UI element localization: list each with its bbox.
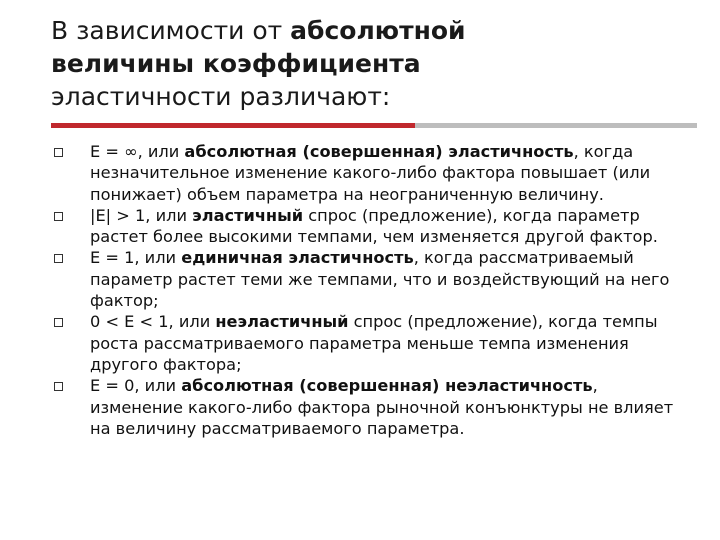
title-bold-1: абсолютной — [290, 16, 466, 45]
title-text-1: В зависимости от — [51, 16, 291, 45]
item-text: E = 0, или — [90, 376, 182, 396]
square-bullet-icon — [54, 148, 63, 157]
title-text-3: эластичности различают: — [51, 82, 391, 111]
list-item — [51, 141, 691, 205]
list-item — [51, 205, 691, 248]
square-bullet-icon — [54, 212, 63, 221]
item-term: единичная эластичность — [181, 248, 414, 268]
list-item — [51, 247, 691, 311]
item-text: , когда рассматриваемый параметр растет теми же темпами, что и воздействующий на него фактор; — [90, 248, 670, 311]
item-term: неэластичный — [215, 312, 349, 332]
list-item — [51, 311, 691, 375]
title-underline-rest — [415, 123, 697, 128]
square-bullet-icon — [54, 254, 63, 263]
title-bold-2: величины коэффициента — [51, 49, 421, 78]
slide-title — [51, 14, 691, 113]
list-item — [51, 375, 691, 439]
item-text: , изменение какого-либо фактора рыночной конъюнктуры не влияет на величину рассматриваемого параметра. — [90, 376, 674, 438]
square-bullet-icon — [54, 382, 63, 391]
item-term: эластичный — [192, 205, 304, 225]
item-text: 0 < E < 1, или — [90, 312, 216, 332]
item-text: , когда незначительное изменение какого-либо фактора повышает (или понижает) объем параметра на неограниченную величину. — [90, 142, 651, 204]
bullet-list — [51, 141, 691, 439]
title-underline-accent — [51, 123, 415, 128]
item-text: спрос (предложение), когда темпы роста рассматриваемого параметра меньше темпа изменения другого фактора; — [90, 312, 658, 374]
item-text: E = ∞, или — [90, 142, 185, 161]
item-text: спрос (предложение), когда параметр растет более высокими темпами, чем изменяется другой фактор. — [90, 205, 658, 247]
item-term: абсолютная (совершенная) неэластичность — [181, 376, 593, 396]
item-text: E = 1, или — [90, 248, 182, 268]
square-bullet-icon — [54, 318, 63, 327]
item-text: |E| > 1, или — [90, 205, 193, 225]
item-term: абсолютная (совершенная) эластичность — [184, 142, 574, 161]
